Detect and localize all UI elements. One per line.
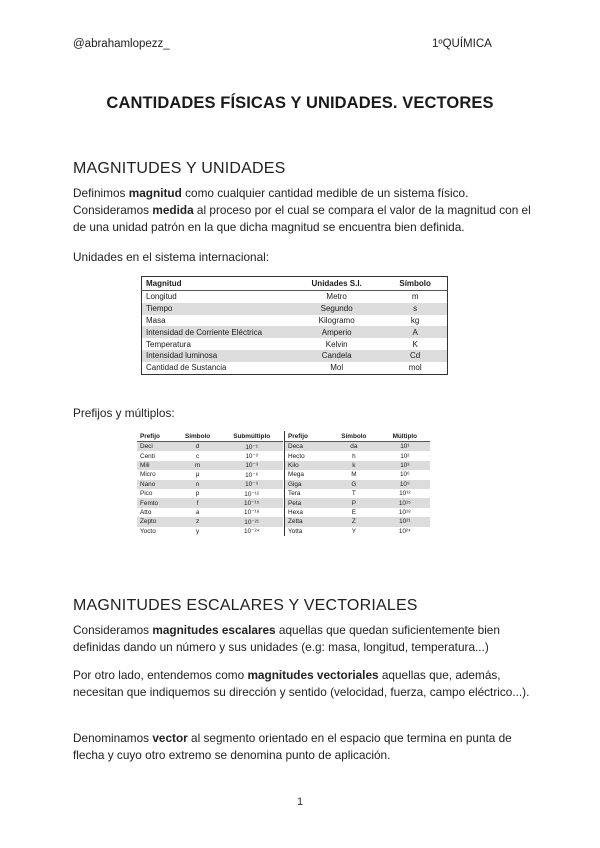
table-cell: da (328, 442, 380, 452)
table-cell: Micro (137, 470, 175, 479)
table-cell: Masa (142, 315, 291, 327)
prefix-tables (137, 431, 430, 543)
header-author: @abrahamlopezz_ (73, 38, 170, 50)
table-cell: Atto (137, 508, 175, 517)
table-row (142, 315, 448, 327)
header-course: 1ºQUÍMICA (432, 38, 492, 50)
table-cell: Pico (137, 489, 175, 498)
table-cell: Deci (137, 442, 175, 452)
table-cell: 10⁻¹ (220, 442, 283, 452)
table-row (285, 470, 431, 479)
table-cell: K (383, 338, 447, 350)
table-cell: k (328, 461, 380, 470)
table-cell: 10⁻²¹ (220, 517, 283, 526)
table-row (137, 451, 283, 460)
table-cell: 10⁻² (220, 451, 283, 460)
table-header: Símbolo (175, 431, 221, 442)
table-cell: Tiempo (142, 303, 291, 315)
paragraph-medida: Consideramos medida al proceso por el cual se compara el valor de la magnitud con el de una unidad patrón en la que dicha magnitud se encuentra bien definida. (73, 203, 531, 234)
table-row (137, 442, 283, 452)
table-cell: Centi (137, 451, 175, 460)
table-row (285, 508, 431, 517)
table-cell: Peta (285, 498, 329, 507)
page-number: 1 (296, 796, 304, 808)
table-cell: s (383, 303, 447, 315)
table-cell: M (328, 470, 380, 479)
table-cell: Deca (285, 442, 329, 452)
table-row (285, 498, 431, 507)
table-cell: Cd (383, 350, 447, 362)
table-row (137, 480, 283, 489)
table-header: Magnitud (142, 277, 291, 291)
section-heading-escalares-vectoriales: MAGNITUDES ESCALARES Y VECTORIALES (73, 597, 418, 614)
table-cell: 10⁻⁶ (220, 470, 283, 479)
table-cell: 10³ (380, 461, 430, 470)
table-cell: P (328, 498, 380, 507)
table-cell: 10²¹ (380, 517, 430, 526)
table-cell: Yocto (137, 527, 175, 536)
table-cell: Nano (137, 480, 175, 489)
table-row (285, 517, 431, 526)
table-cell: n (175, 480, 221, 489)
table-header: Símbolo (328, 431, 380, 442)
table-cell: 10²⁴ (380, 527, 430, 536)
table-row (285, 461, 431, 470)
table-cell: Longitud (142, 291, 291, 303)
table-row (137, 470, 283, 479)
paragraph-magnitud: Definimos magnitud como cualquier cantidad medible de un sistema físico. (73, 186, 469, 200)
paragraph-prefixes-intro: Prefijos y múltiplos: (73, 406, 175, 420)
table-header: Submúltiplo (220, 431, 283, 442)
table-cell: Giga (285, 480, 329, 489)
paragraph-escalares: Consideramos magnitudes escalares aquellas que quedan suficientemente bien definidas dando un número y sus unidades (e.g: masa, longitud, temperatura...) (73, 623, 500, 654)
table-row (142, 338, 448, 350)
table-cell: Intensidad de Corriente Eléctrica (142, 326, 291, 338)
table-cell: Mol (290, 362, 383, 374)
table-cell: Tera (285, 489, 329, 498)
table-cell: c (175, 451, 221, 460)
table-cell: Temperatura (142, 338, 291, 350)
table-cell: Kelvin (290, 338, 383, 350)
table-cell: 10¹² (380, 489, 430, 498)
table-cell: Metro (290, 291, 383, 303)
table-row (142, 350, 448, 362)
table-cell: 10² (380, 451, 430, 460)
table-cell: Zepto (137, 517, 175, 526)
table-cell: y (175, 527, 221, 536)
table-cell: Mega (285, 470, 329, 479)
table-row (137, 461, 283, 470)
table-row (142, 303, 448, 315)
table-header: Prefijo (137, 431, 175, 442)
table-cell: Mili (137, 461, 175, 470)
table-cell: μ (175, 470, 221, 479)
table-cell: Cantidad de Sustancia (142, 362, 291, 374)
table-row (137, 508, 283, 517)
table-cell: Hexa (285, 508, 329, 517)
table-cell: 10⁶ (380, 470, 430, 479)
table-cell: Z (328, 517, 380, 526)
table-cell: f (175, 498, 221, 507)
table-cell: m (383, 291, 447, 303)
table-cell: p (175, 489, 221, 498)
table-cell: 10¹⁸ (380, 508, 430, 517)
table-cell: Candela (290, 350, 383, 362)
si-units-table (141, 276, 448, 375)
table-cell: m (175, 461, 221, 470)
table-row (137, 498, 283, 507)
table-cell: 10⁻¹⁸ (220, 508, 283, 517)
table-row (137, 489, 283, 498)
table-row (285, 480, 431, 489)
table-row (142, 291, 448, 303)
table-row (285, 451, 431, 460)
table-header: Símbolo (383, 277, 447, 291)
submultiples-table (137, 431, 283, 536)
table-cell: Kilogramo (290, 315, 383, 327)
paragraph-vectoriales: Por otro lado, entendemos como magnitudes vectoriales aquellas que, además, necesitan que indiquemos su dirección y sentido (velocidad, fuerza, campo eléctrico...). (73, 668, 530, 699)
table-row (142, 362, 448, 374)
table-header: Múltiplo (380, 431, 430, 442)
table-cell: Femto (137, 498, 175, 507)
table-cell: E (328, 508, 380, 517)
table-cell: Kilo (285, 461, 329, 470)
table-header: Prefijo (285, 431, 329, 442)
table-cell: 10⁻¹⁵ (220, 498, 283, 507)
table-cell: Segundo (290, 303, 383, 315)
table-cell: 10⁹ (380, 480, 430, 489)
multiples-table (284, 431, 430, 536)
table-row (137, 527, 283, 536)
table-cell: Intensidad luminosa (142, 350, 291, 362)
table-cell: a (175, 508, 221, 517)
table-row (137, 517, 283, 526)
table-cell: 10⁻¹² (220, 489, 283, 498)
table-cell: Y (328, 527, 380, 536)
table-cell: Zetta (285, 517, 329, 526)
table-cell: 10⁻³ (220, 461, 283, 470)
section-heading-magnitudes: MAGNITUDES Y UNIDADES (73, 160, 286, 177)
table-row (285, 527, 431, 536)
table-cell: h (328, 451, 380, 460)
table-cell: 10⁻²⁴ (220, 527, 283, 536)
table-cell: mol (383, 362, 447, 374)
table-cell: 10⁻⁹ (220, 480, 283, 489)
table-cell: 10¹ (380, 442, 430, 452)
table-cell: d (175, 442, 221, 452)
table-cell: A (383, 326, 447, 338)
table-cell: Amperio (290, 326, 383, 338)
table-cell: T (328, 489, 380, 498)
page-title: CANTIDADES FÍSICAS Y UNIDADES. VECTORES (106, 94, 494, 112)
paragraph-vector: Denominamos vector al segmento orientado en el espacio que termina en punta de flecha y cuyo otro extremo se denomina punto de aplicación. (73, 731, 512, 762)
table-cell: z (175, 517, 221, 526)
table-row (142, 326, 448, 338)
table-cell: Hecto (285, 451, 329, 460)
paragraph-units-intro: Unidades en el sistema internacional: (73, 250, 270, 264)
table-cell: kg (383, 315, 447, 327)
table-cell: 10¹⁵ (380, 498, 430, 507)
table-row (285, 442, 431, 452)
table-cell: G (328, 480, 380, 489)
table-cell: Yotta (285, 527, 329, 536)
table-row (285, 489, 431, 498)
table-header: Unidades S.I. (290, 277, 383, 291)
